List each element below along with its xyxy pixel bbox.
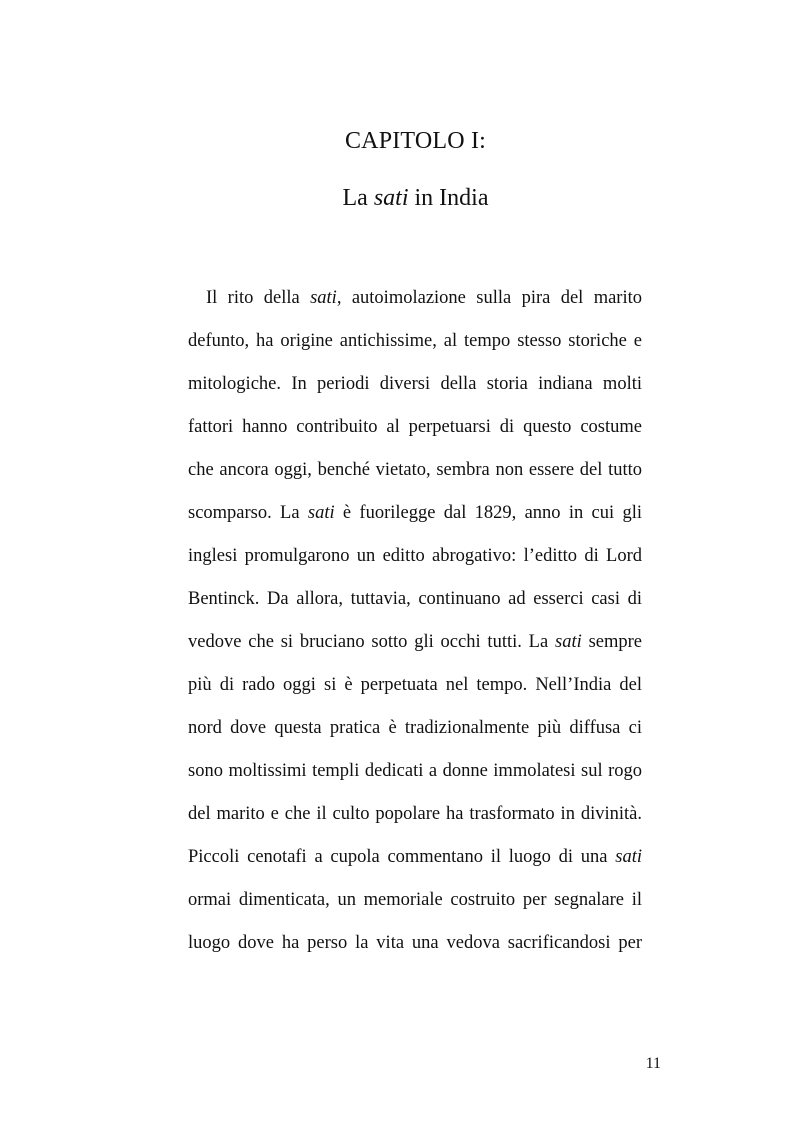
text-line bbox=[188, 713, 642, 756]
chapter-subtitle bbox=[0, 185, 793, 212]
text-line bbox=[188, 412, 642, 455]
text-line bbox=[188, 928, 642, 971]
line-text: del marito e che il culto popolare ha trasformato in divinità. bbox=[188, 804, 642, 824]
line-text: ormai dimenticata, un memoriale costruito per segnalare il bbox=[188, 890, 642, 910]
text-line bbox=[188, 584, 642, 627]
line-italic: sati bbox=[555, 632, 582, 652]
line-italic: sati bbox=[310, 288, 337, 308]
line-text: è fuorilegge dal 1829, anno in cui gli bbox=[334, 503, 642, 523]
line-text: nord dove questa pratica è tradizionalmente più diffusa ci bbox=[188, 718, 642, 738]
line-text: vedove che si bruciano sotto gli occhi tutti. La bbox=[188, 632, 556, 652]
line-text: più di rado oggi si è perpetuata nel tempo. Nell’India del bbox=[188, 675, 642, 695]
subtitle-text-pre: La bbox=[342, 185, 374, 211]
text-line bbox=[188, 627, 642, 670]
text-line bbox=[188, 799, 642, 842]
line-text: mitologiche. In periodi diversi della storia indiana molti bbox=[188, 374, 642, 394]
text-line bbox=[188, 670, 642, 713]
line-text: , autoimolazione sulla pira del marito bbox=[336, 288, 642, 308]
line-text: sono moltissimi templi dedicati a donne immolatesi sul rogo bbox=[188, 761, 642, 781]
text-line bbox=[188, 369, 642, 412]
line-text: Piccoli cenotafi a cupola commentano il luogo di una bbox=[188, 847, 616, 867]
text-line bbox=[188, 541, 642, 584]
subtitle-text-italic: sati bbox=[373, 185, 409, 211]
text-line bbox=[188, 283, 642, 326]
subtitle-text-post: in India bbox=[408, 185, 489, 211]
line-italic: sati bbox=[307, 503, 335, 523]
line-text: defunto, ha origine antichissime, al tempo stesso storiche e bbox=[188, 331, 642, 351]
text-line bbox=[188, 756, 642, 799]
chapter-heading: CAPITOLO I: bbox=[344, 128, 487, 154]
line-text: luogo dove ha perso la vita una vedova sacrificandosi per bbox=[188, 933, 642, 953]
line-italic: sati bbox=[615, 847, 642, 867]
text-line bbox=[188, 498, 642, 541]
text-line bbox=[188, 455, 642, 498]
text-line bbox=[188, 326, 642, 369]
page-number: 11 bbox=[645, 1055, 661, 1072]
body-paragraph bbox=[188, 283, 642, 971]
line-text: fattori hanno contribuito al perpetuarsi di questo costume bbox=[188, 417, 642, 437]
text-line bbox=[188, 842, 642, 885]
line-text: Il rito della bbox=[206, 288, 311, 308]
line-text: scomparso. La bbox=[188, 503, 308, 523]
line-text: sempre bbox=[581, 632, 642, 652]
line-text: Bentinck. Da allora, tuttavia, continuano ad esserci casi di bbox=[188, 589, 642, 609]
text-line bbox=[188, 885, 642, 928]
line-text: che ancora oggi, benché vietato, sembra non essere del tutto bbox=[188, 460, 642, 480]
line-text: inglesi promulgarono un editto abrogativo: l’editto di Lord bbox=[188, 546, 642, 566]
